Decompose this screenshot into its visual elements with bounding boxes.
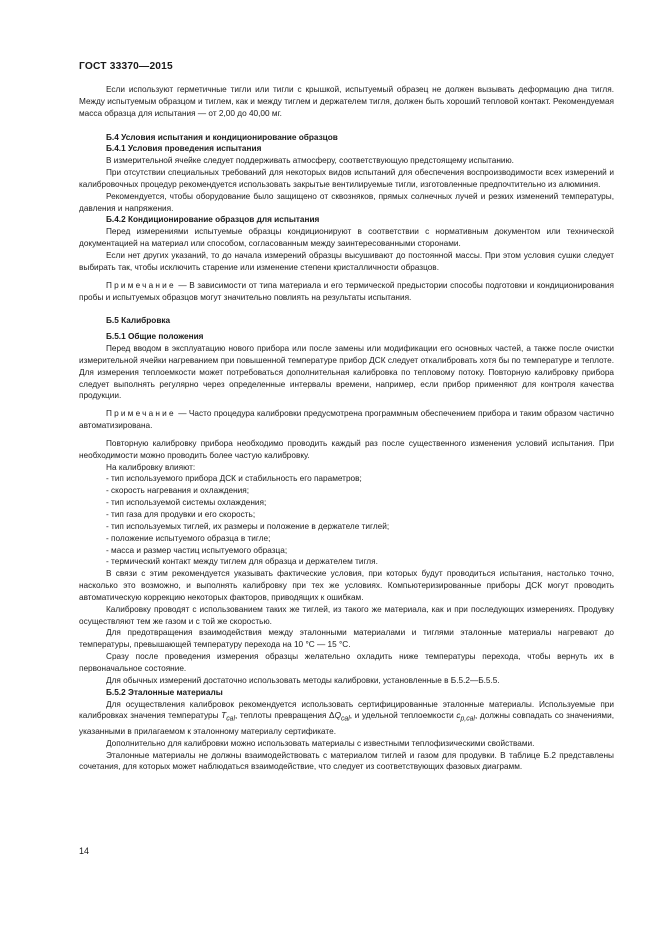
subsection-heading-b41: Б.4.1 Условия проведения испытания bbox=[106, 144, 262, 154]
page-number: 14 bbox=[79, 846, 90, 856]
list-item: - положение испытуемого образца в тигле; bbox=[79, 533, 614, 545]
paragraph-reference-materials: Для осуществления калибровок рекомендуется использовать сертифицированные эталонные материалы. Используемые при калибровках значения температуры $T_{cal}$, теплоты превращения $\Delta Q_{cal}$, и удельной теплоемкости $c_{p,cal}$, должны совпадать со значениями, указанными в прилагаемом к эталонному материалу сертификате. bbox=[79, 699, 615, 736]
paragraph: Калибровку проводят с использованием таких же тиглей, из такого же материала, как и при последующих измерениях. Продувку осуществляют тем же газом и с той же скоростью. bbox=[79, 604, 614, 626]
paragraph: Дополнительно для калибровки можно использовать материалы с известными теплофизическими свойствами. bbox=[106, 738, 535, 748]
paragraph: Перед вводом в эксплуатацию нового прибора или после замены или модификации его основных частей, а также после очистки измерительной ячейки нагреванием при повышенной температуре прибор ДСК следует откалибровать хотя бы по температуре и теплоте. Для измерения теплоемкости может потребоваться дополнительная калибровка по тепловому потоку. Повторную калибровку прибора следует выполнять регулярно через определенные интервалы времени, например, если прибор применяют для контроля качества продукции. bbox=[79, 344, 614, 401]
note-paragraph bbox=[79, 408, 614, 432]
paragraph: Если нет других указаний, то до начала измерений образцы высушивают до постоянной массы. При этом условия сушки следует выбирать так, чтобы исключить старение или изменение степени кристалличности образцов. bbox=[79, 250, 614, 272]
document-header: ГОСТ 33370—2015 bbox=[79, 61, 173, 72]
note-text: — Часто процедура калибровки предусмотрена программным обеспечением прибора и таким образом частично автоматизирована. bbox=[79, 409, 614, 431]
subsection-heading-b52: Б.5.2 Эталонные материалы bbox=[106, 687, 223, 697]
paragraph: Для обычных измерений достаточно использовать методы калибровки, установленные в Б.5.2—Б.5.5. bbox=[106, 675, 500, 685]
list-item: - термический контакт между тиглем для образца и держателем тигля. bbox=[79, 556, 614, 568]
list-item: - скорость нагревания и охлаждения; bbox=[79, 485, 614, 497]
paragraph: В измерительной ячейке следует поддерживать атмосферу, соответствующую предстоящему испытанию. bbox=[106, 156, 514, 166]
calibration-factors-list bbox=[79, 473, 614, 568]
list-item: - тип используемых тиглей, их размеры и положение в держателе тиглей; bbox=[79, 521, 614, 533]
paragraph: Сразу после проведения измерения образцы желательно охладить ниже температуры перехода, чтобы вернуть их в первоначальное состояние. bbox=[79, 652, 614, 673]
paragraph: Эталонные материалы не должны взаимодействовать с материалом тиглей и газом для продувки. В таблице Б.2 представлены сочетания, для которых может наблюдаться взаимодействие, что следует из соответствующих фазовых диаграмм. bbox=[79, 750, 614, 772]
note-label: Примечание bbox=[106, 409, 176, 419]
paragraph: Повторную калибровку прибора необходимо проводить каждый раз после существенного изменения условий испытания. При необходимости можно проводить более частую калибровку. bbox=[79, 438, 614, 460]
list-item: - тип используемой системы охлаждения; bbox=[79, 497, 614, 509]
note-paragraph bbox=[79, 280, 614, 304]
paragraph: Рекомендуется, чтобы оборудование было защищено от сквозняков, прямых солнечных лучей и резких изменений температуры, давления и напряжения. bbox=[79, 191, 614, 213]
paragraph: При отсутствии специальных требований для некоторых видов испытаний для обеспечения воспроизводимости всех измерений и калибровочных процедур рекомендуется использовать закрытые вентилируемые тигли, изготовленные предпочтительно из алюминия. bbox=[79, 168, 614, 189]
list-item: - тип газа для продувки и его скорость; bbox=[79, 509, 614, 521]
page-content bbox=[79, 84, 614, 773]
subsection-heading-b42: Б.4.2 Кондиционирование образцов для испытания bbox=[106, 215, 320, 225]
subsection-heading-b51: Б.5.1 Общие положения bbox=[106, 332, 204, 342]
list-item: - масса и размер частиц испытуемого образца; bbox=[79, 545, 614, 557]
section-heading-b5: Б.5 Калибровка bbox=[106, 316, 171, 326]
note-text: — В зависимости от типа материала и его термической предыстории способы подготовки и кондиционирования пробы и испытуемых образцов могут значительно повлиять на результаты испытания. bbox=[79, 280, 614, 302]
paragraph: Если используют герметичные тигли или тигли с крышкой, испытуемый образец не должен вызывать деформацию дна тигля. Между испытуемым образцом и тиглем, как и между тиглем и держателем тигля, должен быть хороший тепловой контакт. Рекомендуемая масса образца для испытания — от 2,00 до 40,00 мг. bbox=[79, 85, 614, 118]
section-heading-b4: Б.4 Условия испытания и кондиционирование образцов bbox=[106, 132, 338, 142]
paragraph: Для предотвращения взаимодействия между эталонными материалами и тиглями эталонные материалы нагревают до температуры, превышающей температуру перехода на 10 °С — 15 °С. bbox=[79, 628, 614, 650]
paragraph: Перед измерениями испытуемые образцы кондиционируют в соответствии с нормативным документом или технической документацией на материал или способом, согласованным между заинтересованными сторонами. bbox=[79, 227, 614, 249]
paragraph: На калибровку влияют: bbox=[106, 462, 196, 472]
list-item: - тип используемого прибора ДСК и стабильность его параметров; bbox=[79, 473, 614, 485]
note-label: Примечание bbox=[106, 280, 176, 290]
paragraph: В связи с этим рекомендуется указывать фактические условия, при которых будут проводиться испытания, настолько точно, насколько это возможно, и выполнять калибровку при тех же условиях. Компьютеризированные приборы ДСК могут проводить автоматическую коррекцию некоторых факторов, приводящих к ошибкам. bbox=[79, 569, 614, 602]
